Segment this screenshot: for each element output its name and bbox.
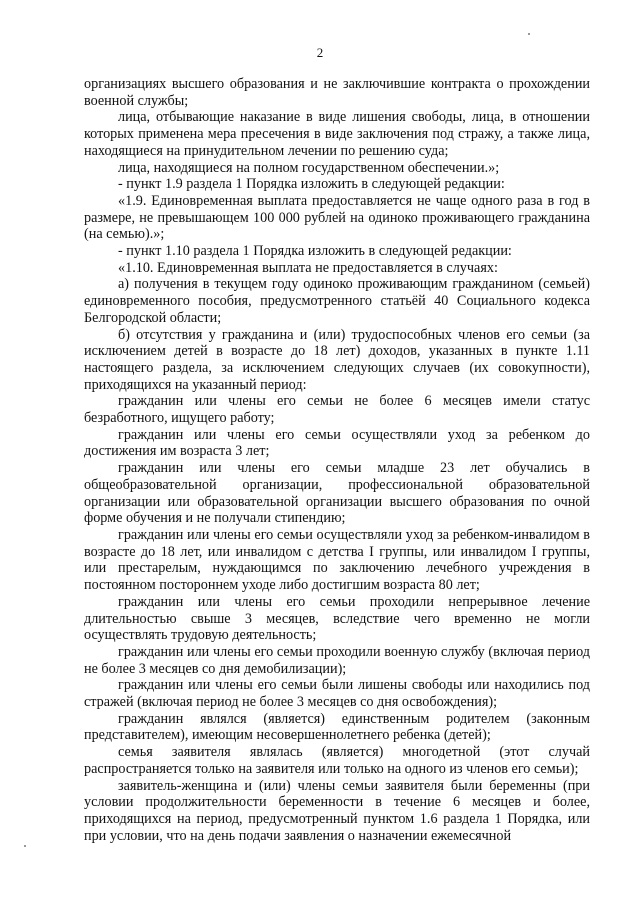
paragraph: организациях высшего образования и не заключившие контракта о прохождении военной службы; [84, 76, 590, 109]
paragraph: гражданин или члены его семьи осуществляли уход за ребенком до достижения им возраста 3 лет; [84, 426, 590, 460]
paragraph: - пункт 1.9 раздела 1 Порядка изложить в следующей редакции: [118, 176, 505, 193]
paragraph: гражданин или члены его семьи младше 23 лет обучались в общеобразовательной организации, профессиональной образовательной организации или образовательной организации высшего образования по очной форме обучения и не получали стипендию; [84, 460, 590, 527]
paragraph: лица, отбывающие наказание в виде лишения свободы, лица, в отношении которых применена мера пресечения в виде заключения под стражу, а также лица, находящиеся на принудительном лечении по решению суда; [84, 109, 590, 159]
document-body [84, 76, 590, 844]
paragraph: «1.9. Единовременная выплата предоставляется не чаще одного раза в год в размере, не превышающем 100 000 рублей на одиноко проживающего гражданина (на семью).»; [84, 192, 590, 243]
paragraph: гражданин или члены его семьи были лишены свободы или находились под стражей (включая период не более 3 месяцев со дня освобождения); [84, 677, 590, 711]
paragraph: гражданин или члены его семьи проходили военную службу (включая период не более 3 месяцев со дня демобилизации); [84, 643, 590, 677]
paragraph: б) отсутствия у гражданина и (или) трудоспособных членов его семьи (за исключением детей в возрасте до 18 лет) доходов, указанных в пункте 1.11 настоящего раздела, за исключением следующих случаев (их совокупности), приходящихся на указанный период: [84, 326, 590, 393]
paragraph: гражданин или члены его семьи проходили непрерывное лечение длительностью свыше 3 месяцев, вследствие чего временно не могли осуществлять трудовую деятельность; [84, 593, 590, 644]
paragraph: - пункт 1.10 раздела 1 Порядка изложить в следующей редакции: [118, 243, 512, 260]
scan-speck [24, 845, 26, 847]
paragraph: а) получения в текущем году одиноко проживающим гражданином (семьей) единовременного пособия, предусмотренного статьёй 40 Социального кодекса Белгородской области; [84, 276, 590, 326]
paragraph: семья заявителя являлась (является) многодетной (этот случай распространяется только на заявителя или только на одного из членов его семьи); [84, 744, 590, 777]
paragraph: заявитель-женщина и (или) члены семьи заявителя были беременны (при условии продолжительности беременности в течение 6 месяцев и более, приходящихся на период, предусмотренный пунктом 1.6 раздела 1 Порядка, или при условии, что на день подачи заявления о назначении ежемесячной [84, 777, 590, 844]
scan-speck [528, 33, 530, 35]
paragraph: лица, находящиеся на полном государственном обеспечении.»; [118, 159, 500, 176]
paragraph: гражданин или члены его семьи не более 6 месяцев имели статус безработного, ищущего работу; [84, 393, 590, 427]
page-number: 2 [316, 45, 324, 60]
paragraph: гражданин являлся (является) единственным родителем (законным представителем), имеющим несовершеннолетнего ребенка (детей); [84, 710, 590, 744]
paragraph: гражданин или члены его семьи осуществляли уход за ребенком-инвалидом в возрасте до 18 лет, или инвалидом с детства I группы, или инвалидом I группы, или престарелым, нуждающимся по заключению лечебного учреждения в постоянном постороннем уходе либо достигшим возраста 80 лет; [84, 526, 590, 594]
paragraph: «1.10. Единовременная выплата не предоставляется в случаях: [118, 259, 498, 276]
